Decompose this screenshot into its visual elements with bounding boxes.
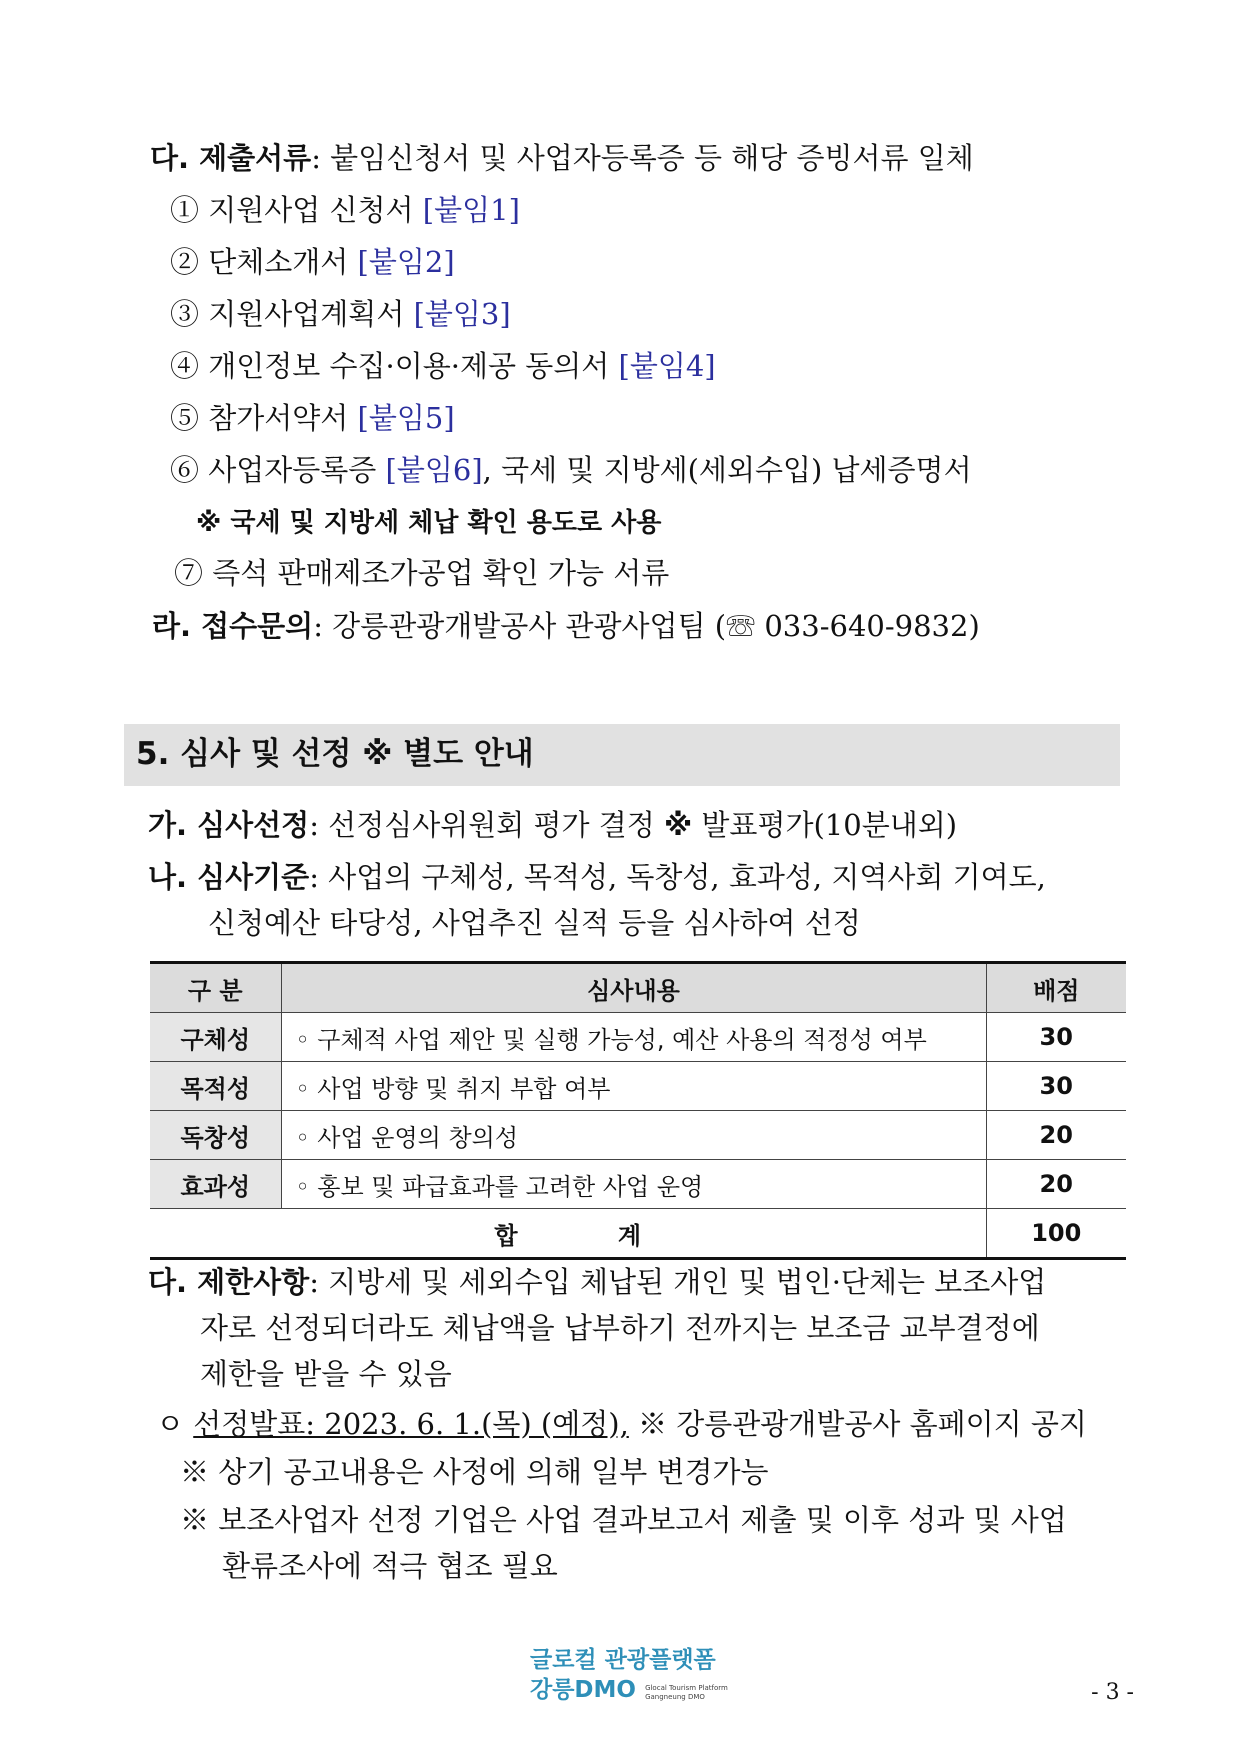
- restriction-label: 다. 제한사항: [148, 1265, 310, 1299]
- doc-item-num: ⑥: [170, 453, 200, 487]
- row-score: 20: [986, 1160, 1126, 1209]
- doc-item-3: [170, 294, 511, 334]
- row-category: 목적성: [150, 1062, 281, 1111]
- logo-line-2: 강릉DMO: [530, 1677, 636, 1703]
- phone-icon: ☏: [726, 609, 756, 643]
- announcement-bullet: ㅇ: [156, 1407, 185, 1441]
- page-number: - 3 -: [1091, 1680, 1134, 1705]
- doc-item-text: 개인정보 수집·이용·제공 동의서: [208, 349, 619, 383]
- review-selection-line: [148, 805, 957, 845]
- doc-item-text: 사업자등록증: [208, 453, 386, 487]
- row-category: 구체성: [150, 1013, 281, 1062]
- row-content: ◦ 사업 운영의 창의성: [281, 1111, 986, 1160]
- criteria-table: [150, 961, 1126, 1260]
- announcement-date: 선정발표: 2023. 6. 1.(목) (예정),: [193, 1407, 629, 1441]
- table-row: [150, 1111, 1126, 1160]
- logo-sub-1: Glocal Tourism Platform: [645, 1683, 728, 1692]
- note-3: 환류조사에 적극 협조 필요: [222, 1549, 558, 1583]
- row-content: ◦ 홍보 및 파급효과를 고려한 사업 운영: [281, 1160, 986, 1209]
- review-selection-text: : 선정심사위원회 평가 결정: [309, 808, 664, 842]
- doc-item-text: 단체소개서: [208, 245, 358, 279]
- doc-item-num: ⑦: [174, 556, 204, 590]
- header-score: 배점: [986, 963, 1126, 1013]
- announcement-note: ※ 강릉관광개발공사 홈페이지 공지: [628, 1407, 1087, 1441]
- logo-line-1: 글로컬 관광플랫폼: [530, 1647, 716, 1673]
- doc-item-num: ②: [170, 245, 200, 279]
- doc-item-num: ④: [170, 349, 200, 383]
- contact-phone: 033-640-9832): [755, 609, 980, 643]
- row-score: 20: [986, 1111, 1126, 1160]
- tax-note: ※ 국세 및 지방세 체납 확인 용도로 사용: [196, 508, 662, 538]
- review-note-mark: ※: [664, 808, 693, 842]
- dmo-logo: [530, 1645, 728, 1705]
- note-1: ※ 상기 공고내용은 사정에 의해 일부 변경가능: [180, 1455, 769, 1489]
- row-score: 30: [986, 1013, 1126, 1062]
- row-category: 독창성: [150, 1111, 281, 1160]
- restriction-line-1: [148, 1262, 1046, 1302]
- submission-docs-label: 다. 제출서류: [150, 141, 312, 175]
- doc-item-ref: [붙임2]: [357, 245, 455, 279]
- doc-item-rest: , 국세 및 지방세(세외수입) 납세증명서: [482, 453, 972, 487]
- logo-subtext: [645, 1684, 728, 1702]
- doc-item-6: [170, 450, 972, 490]
- section-5-title: 5. 심사 및 선정 ※ 별도 안내: [136, 736, 534, 772]
- doc-item-text: 지원사업계획서: [208, 297, 414, 331]
- doc-item-num: ⑤: [170, 401, 200, 435]
- submission-docs-line: [150, 138, 974, 178]
- doc-item-num: ③: [170, 297, 200, 331]
- row-content: ◦ 사업 방향 및 취지 부합 여부: [281, 1062, 986, 1111]
- row-score: 30: [986, 1062, 1126, 1111]
- table-total-row: [150, 1209, 1126, 1259]
- total-label: 합 계: [150, 1209, 986, 1259]
- submission-docs-text: : 붙임신청서 및 사업자등록증 등 해당 증빙서류 일체: [311, 141, 974, 175]
- contact-text: : 강릉관광개발공사 관광사업팀 (: [313, 609, 727, 643]
- doc-item-7: [174, 553, 669, 593]
- doc-item-ref: [붙임5]: [357, 401, 455, 435]
- section-5-header: [124, 724, 1120, 786]
- doc-item-2: [170, 242, 455, 282]
- review-criteria-text: : 사업의 구체성, 목적성, 독창성, 효과성, 지역사회 기여도,: [309, 860, 1046, 894]
- row-content: ◦ 구체적 사업 제안 및 실행 가능성, 예산 사용의 적정성 여부: [281, 1013, 986, 1062]
- doc-item-ref: [붙임6]: [385, 453, 483, 487]
- announcement-line: [156, 1404, 1087, 1444]
- table-header-row: [150, 963, 1126, 1013]
- total-score: 100: [986, 1209, 1126, 1259]
- note-2: ※ 보조사업자 선정 기업은 사업 결과보고서 제출 및 이후 성과 및 사업: [180, 1503, 1067, 1537]
- restriction-line-2: 자로 선정되더라도 체납액을 납부하기 전까지는 보조금 교부결정에: [200, 1311, 1040, 1345]
- doc-item-1: [170, 190, 520, 230]
- restriction-line-3: 제한을 받을 수 있음: [200, 1357, 452, 1391]
- review-criteria-line-1: [148, 857, 1046, 897]
- contact-label: 라. 접수문의: [152, 609, 314, 643]
- review-criteria-line-2: 신청예산 타당성, 사업추진 실적 등을 심사하여 선정: [208, 906, 861, 940]
- table-row: [150, 1160, 1126, 1209]
- doc-item-ref: [붙임4]: [618, 349, 716, 383]
- row-category: 효과성: [150, 1160, 281, 1209]
- contact-line: [152, 606, 980, 646]
- doc-item-ref: [붙임1]: [422, 193, 520, 227]
- table-row: [150, 1013, 1126, 1062]
- doc-item-text: 지원사업 신청서: [208, 193, 423, 227]
- review-criteria-label: 나. 심사기준: [148, 860, 310, 894]
- review-selection-label: 가. 심사선정: [148, 808, 310, 842]
- doc-item-4: [170, 346, 716, 386]
- review-note-text: 발표평가(10분내외): [692, 808, 958, 842]
- restriction-text: : 지방세 및 세외수입 체납된 개인 및 법인·단체는 보조사업: [309, 1265, 1047, 1299]
- doc-item-text: 즉석 판매제조가공업 확인 가능 서류: [212, 556, 670, 590]
- doc-item-ref: [붙임3]: [413, 297, 511, 331]
- doc-item-num: ①: [170, 193, 200, 227]
- header-content: 심사내용: [281, 963, 986, 1013]
- header-category: 구 분: [150, 963, 281, 1013]
- logo-sub-2: Gangneung DMO: [645, 1692, 705, 1701]
- doc-item-5: [170, 398, 455, 438]
- doc-item-text: 참가서약서: [208, 401, 358, 435]
- table-row: [150, 1062, 1126, 1111]
